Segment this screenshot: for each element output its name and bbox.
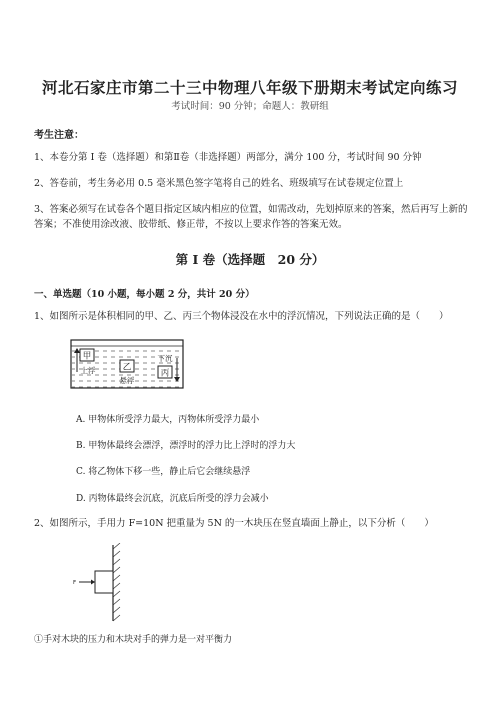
force-label: F [73, 580, 77, 586]
section-title: 第 I 卷（选择题 20 分） [175, 252, 325, 267]
object-bing [158, 366, 172, 379]
object-jia [80, 349, 94, 362]
option-d[interactable]: D. 丙物体最终会沉底，沉底后所受的浮力会减小 [76, 494, 269, 504]
suspended-label: 悬浮 [119, 376, 135, 385]
wood-block [95, 571, 113, 593]
option-a[interactable]: A. 甲物体所受浮力最大，丙物体所受浮力最小 [76, 415, 260, 425]
wall-block-figure [70, 543, 130, 623]
option-b[interactable]: B. 甲物体最终会漂浮，漂浮时的浮力比上浮时的浮力大 [76, 441, 296, 451]
question-2-stem: 2、如图所示，手用力 F=10N 把重量为 5N 的一木块压在竖直墙面上静止，以下分析（ ） [34, 518, 434, 529]
sinking-label: 下沉 [157, 354, 173, 363]
notice-item-2: 2、答卷前，考生务必用 0.5 毫米黑色签字笔将自己的姓名、班级填写在试卷规定位置上 [34, 178, 404, 189]
object-jia-label: 甲 [82, 351, 92, 362]
object-bing-label: 丙 [160, 368, 170, 379]
notice-item-1: 1、本卷分第 I 卷（选择题）和第Ⅱ卷（非选择题）两部分，满分 100 分，考试时间 90 分钟 [34, 152, 422, 163]
notice-item-3: 3、答案必须写在试卷各个题目指定区域内相应的位置，如需改动，先划掉原来的答案，然后再写上新的答案；不准使用涂改液、胶带纸、修正带，不按以上要求作答的答案无效。 [34, 204, 468, 230]
object-yi-label: 乙 [122, 362, 132, 373]
exam-info: 考试时间：90 分钟；命题人：教研组 [171, 101, 329, 112]
wall-hatching [113, 543, 120, 621]
part-heading: 一、单选题（10 小题，每小题 2 分，共计 20 分） [34, 289, 255, 300]
option-c[interactable]: C. 将乙物体下移一些，静止后它会继续悬浮 [76, 467, 251, 477]
buoyancy-figure [70, 336, 184, 390]
page-title: 河北石家庄市第二十三中物理八年级下册期末考试定向练习 [41, 78, 458, 97]
object-yi [120, 360, 134, 373]
statement-1: ①手对木块的压力和木块对手的弹力是一对平衡力 [34, 635, 233, 645]
notice-heading: 考生注意： [34, 130, 84, 141]
rising-label: 上浮 [80, 366, 96, 375]
question-1-stem: 1、如图所示是体积相同的甲、乙、丙三个物体浸没在水中的浮沉情况，下列说法正确的是（ ） [34, 311, 449, 322]
